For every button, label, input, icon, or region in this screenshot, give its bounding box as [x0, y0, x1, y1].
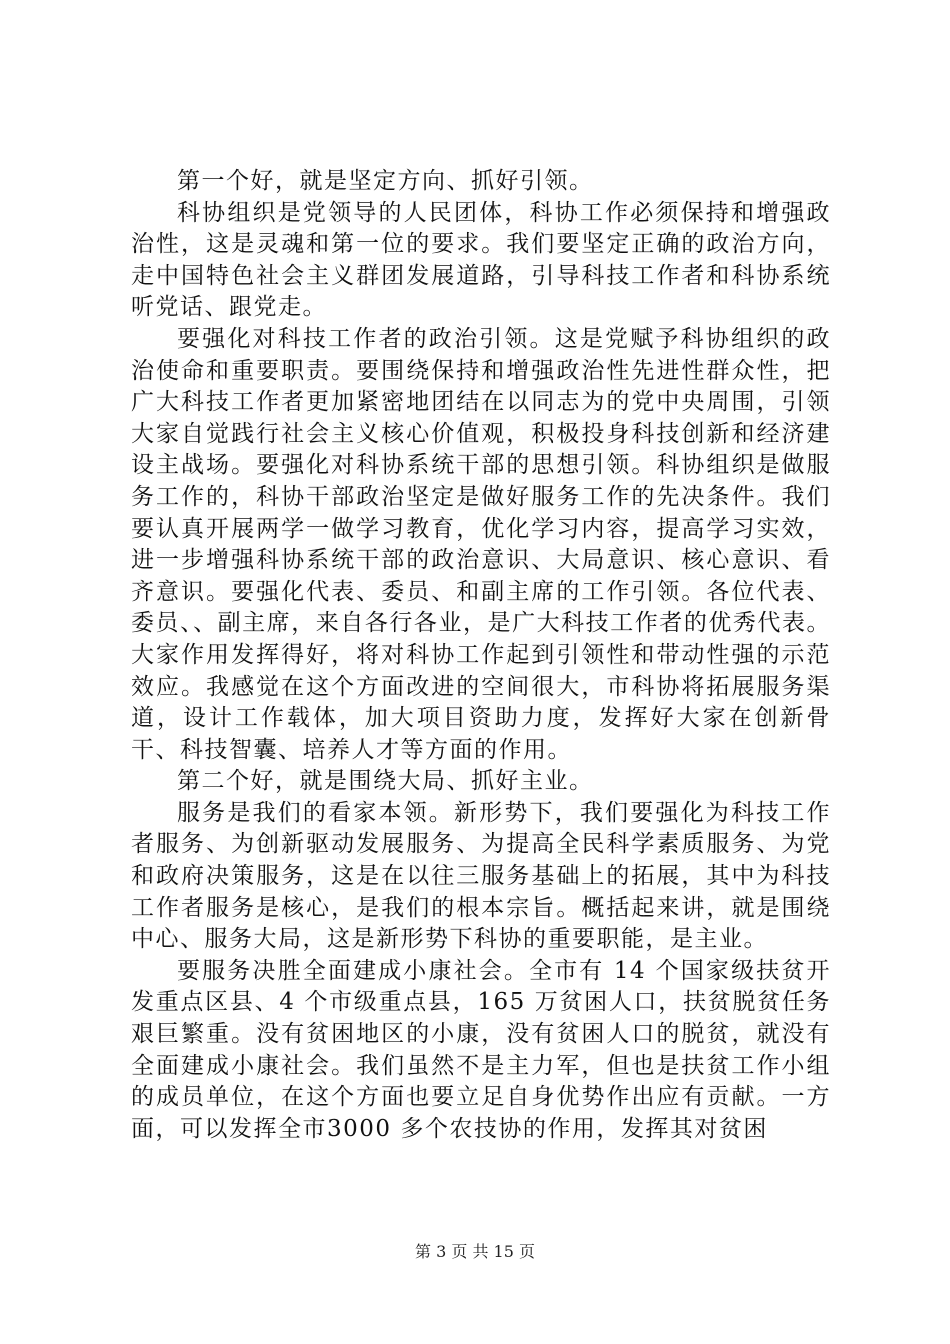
paragraph: 要强化对科技工作者的政治引领。这是党赋予科协组织的政治使命和重要职责。要围绕保持和增强政治性先进性群众性，把广大科技工作者更加紧密地团结在以同志为的党中央周围，引领大家自觉践行社会主义核心价值观，积极投身科技创新和经济建设主战场。要强化对科协系统干部的思想引领。科协组织是做服务工作的，科协干部政治坚定是做好服务工作的先决条件。我们要认真开展两学一做学习教育，优化学习内容，提高学习实效，进一步增强科协系统干部的政治意识、大局意识、核心意识、看齐意识。要强化代表、委员、和副主席的工作引领。各位代表、委员、、副主席，来自各行各业，是广大科技工作者的优秀代表。大家作用发挥得好，将对科协工作起到引领性和带动性强的示范效应。我感觉在这个方面改进的空间很大，市科协将拓展服务渠道，设计工作载体，加大项目资助力度，发挥好大家在创新骨干、科技智囊、培养人才等方面的作用。: [131, 325, 831, 763]
paragraph-heading-first: 第一个好，就是坚定方向、抓好引领。: [177, 168, 594, 194]
paragraph: 服务是我们的看家本领。新形势下，我们要强化为科技工作者服务、为创新驱动发展服务、为提高全民科学素质服务、为党和政府决策服务，这是在以往三服务基础上的拓展，其中为科技工作者服务是核心，是我们的根本宗旨。概括起来讲，就是围绕中心、服务大局，这是新形势下科协的重要职能，是主业。: [131, 799, 831, 953]
paragraph-heading-second: 第二个好，就是围绕大局、抓好主业。: [177, 768, 594, 795]
document-body: [131, 166, 831, 1145]
paragraph: 科协组织是党领导的人民团体，科协工作必须保持和增强政治性，这是灵魂和第一位的要求。我们要坚定正确的政治方向，走中国特色社会主义群团发展道路，引导科技工作者和科协系统听党话、跟党走。: [131, 199, 831, 321]
paragraph: 要服务决胜全面建成小康社会。全市有 14 个国家级扶贫开发重点区县、4 个市级重点县，165 万贫困人口，扶贫脱贫任务艰巨繁重。没有贫困地区的小康，没有贫困人口的脱贫，就没有全面建成小康社会。我们虽然不是主力军，但也是扶贫工作小组的成员单位，在这个方面也要立足自身优势作出应有贡献。一方面，可以发挥全市3000 多个农技协的作用，发挥其对贫困: [131, 957, 831, 1142]
page-footer: 第 3 页 共 15 页: [415, 1242, 535, 1261]
